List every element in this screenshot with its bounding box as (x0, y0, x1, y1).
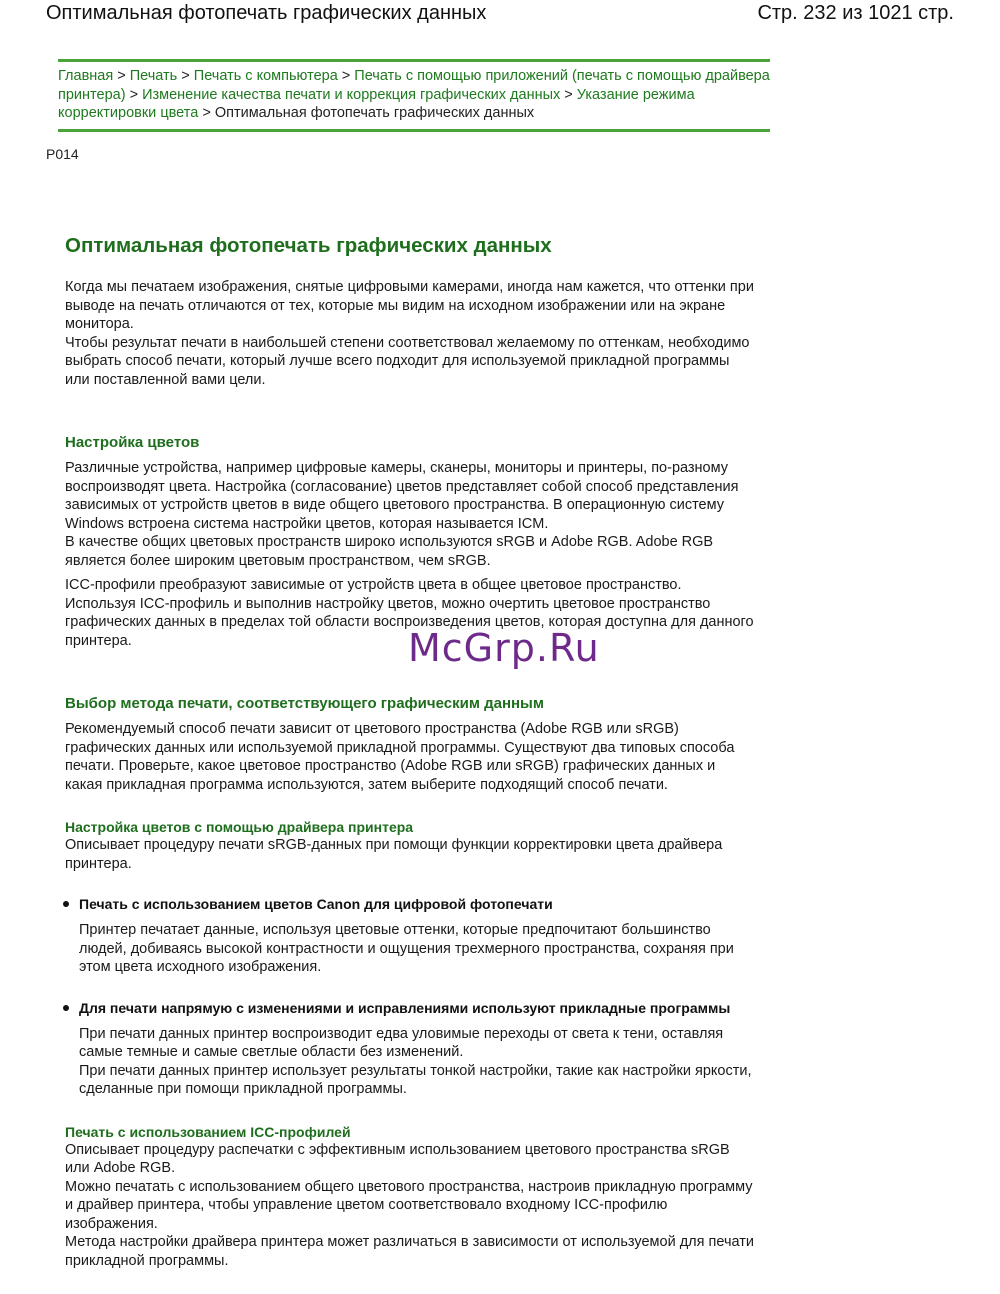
bullet-text: Принтер печатает данные, используя цветовые оттенки, которые предпочитают большинство людей, добиваясь высокой контрастности и ощущения трехмерного пространства, сохраняя при этом цвета исходного изображения. (79, 922, 734, 975)
color-settings-paragraph-1: Различные устройства, например цифровые камеры, сканеры, мониторы и принтеры, по-разному воспроизводят цвета. Настройка (согласование) цветов представляет собой способ представления зависимых от устройств цветов в виде общего цветового пространства. В операционную систему Windows встроена система настройки цветов, которая называется ICM. (65, 460, 739, 532)
color-settings-paragraph-2: В качестве общих цветовых пространств широко используются sRGB и Adobe RGB. Adobe RGB является более широким цветовым пространством, чем sRGB. (65, 534, 714, 569)
bullet-body (65, 1025, 755, 1099)
bullet-dot-icon (63, 901, 69, 907)
bullet-dot-icon (63, 1005, 69, 1011)
bullet-title: Для печати напрямую с изменениями и исправлениями используют прикладные программы (79, 999, 731, 1016)
breadcrumb-separator: > (117, 68, 130, 84)
print-method-paragraph: Рекомендуемый способ печати зависит от цветового пространства (Adobe RGB или sRGB) графических данных или используемой прикладной программы. Существуют два типовых способа печати. Проверьте, какое цветовое пространство (Adobe RGB или sRGB) графических данных и какая прикладная программа используются, затем выберите подходящий способ печати. (65, 721, 735, 793)
breadcrumb-link-color-mode[interactable]: Указание режима корректировки цвета (58, 86, 695, 121)
color-settings-paragraph-3: ICC-профили преобразуют зависимые от устройств цвета в общее цветовое пространство. Используя ICC-профиль и выполнив настройку цветов, можно очертить цветовое пространство графических данных в пределах той области воспроизведения цветов, которая доступна для данного принтера. (65, 577, 754, 649)
icc-paragraph-1: Описывает процедуру распечатки с эффективным использованием цветового пространства sRGB или Adobe RGB. (65, 1141, 730, 1176)
bullet-body (65, 921, 755, 977)
breadcrumb-link-quality-correction[interactable]: Изменение качества печати и коррекция графических данных (142, 86, 561, 103)
icc-paragraph-3: Метода настройки драйвера принтера может различаться в зависимости от используемой для печати прикладной программы. (65, 1234, 754, 1269)
bullet-item-app-corrections (65, 999, 755, 1017)
driver-color-description: Описывает процедуру печати sRGB-данных при помощи функции корректировки цвета драйвера принтера. (65, 837, 723, 872)
breadcrumb-current: Оптимальная фотопечать графических данных (214, 105, 535, 121)
breadcrumb-bottom-rule (58, 129, 770, 132)
icc-paragraph-2: Можно печатать с использованием общего цветового пространства, настроив прикладную программу и драйвер принтера, чтобы управление цветом соответствовало входному ICC-профилю изображения. (65, 1178, 753, 1232)
watermark: McGrp.Ru (408, 626, 600, 670)
breadcrumb-trail (58, 62, 770, 129)
breadcrumb-separator: > (202, 105, 215, 121)
intro-paragraph-2: Чтобы результат печати в наибольшей степени соответствовал желаемому по оттенкам, необходимо выбрать способ печати, который лучше всего подходит для используемой прикладной программы или поставленной вами цели. (65, 334, 750, 388)
breadcrumb-separator: > (181, 68, 194, 84)
section-heading-print-method: Выбор метода печати, соответствующего графическим данным (65, 695, 544, 712)
breadcrumb-link-print[interactable]: Печать (129, 68, 178, 84)
bullet-text: При печати данных принтер использует результаты тонкой настройки, такие как настройки яркости, сделанные при помощи прикладной программы. (79, 1062, 752, 1097)
page-title: Оптимальная фотопечать графических данных (65, 234, 552, 257)
breadcrumb-separator: > (564, 86, 577, 103)
intro-paragraph-1: Когда мы печатаем изображения, снятые цифровыми камерами, иногда нам кажется, что оттенки при выводе на печать отличаются от тех, которые мы видим на исходном изображении или на экране монитора. (65, 279, 754, 332)
link-driver-color-settings[interactable]: Настройка цветов с помощью драйвера принтера (65, 819, 414, 835)
breadcrumb-link-home[interactable]: Главная (58, 68, 114, 84)
bullet-text: При печати данных принтер воспроизводит едва уловимые переходы от света к тени, оставляя самые темные и самые светлые области без изменений. (79, 1025, 724, 1060)
document-title: Оптимальная фотопечать графических данных (46, 2, 487, 24)
section-heading-color-settings: Настройка цветов (65, 434, 200, 451)
bullet-item-canon-colors (65, 895, 755, 913)
breadcrumb (58, 59, 770, 132)
breadcrumb-link-print-with-apps[interactable]: Печать с помощью приложений (печать с помощью драйвера принтера) (58, 68, 770, 103)
breadcrumb-link-print-from-computer[interactable]: Печать с компьютера (193, 68, 338, 84)
page-header (0, 0, 1000, 32)
main-content (65, 232, 755, 1270)
page-code: P014 (46, 146, 79, 162)
breadcrumb-separator: > (129, 86, 143, 103)
page-counter: Стр. 232 из 1021 стр. (757, 2, 954, 24)
link-icc-profile-printing[interactable]: Печать с использованием ICC-профилей (65, 1123, 351, 1140)
breadcrumb-separator: > (341, 68, 355, 84)
bullet-title: Печать с использованием цветов Canon для цифровой фотопечати (79, 896, 553, 912)
